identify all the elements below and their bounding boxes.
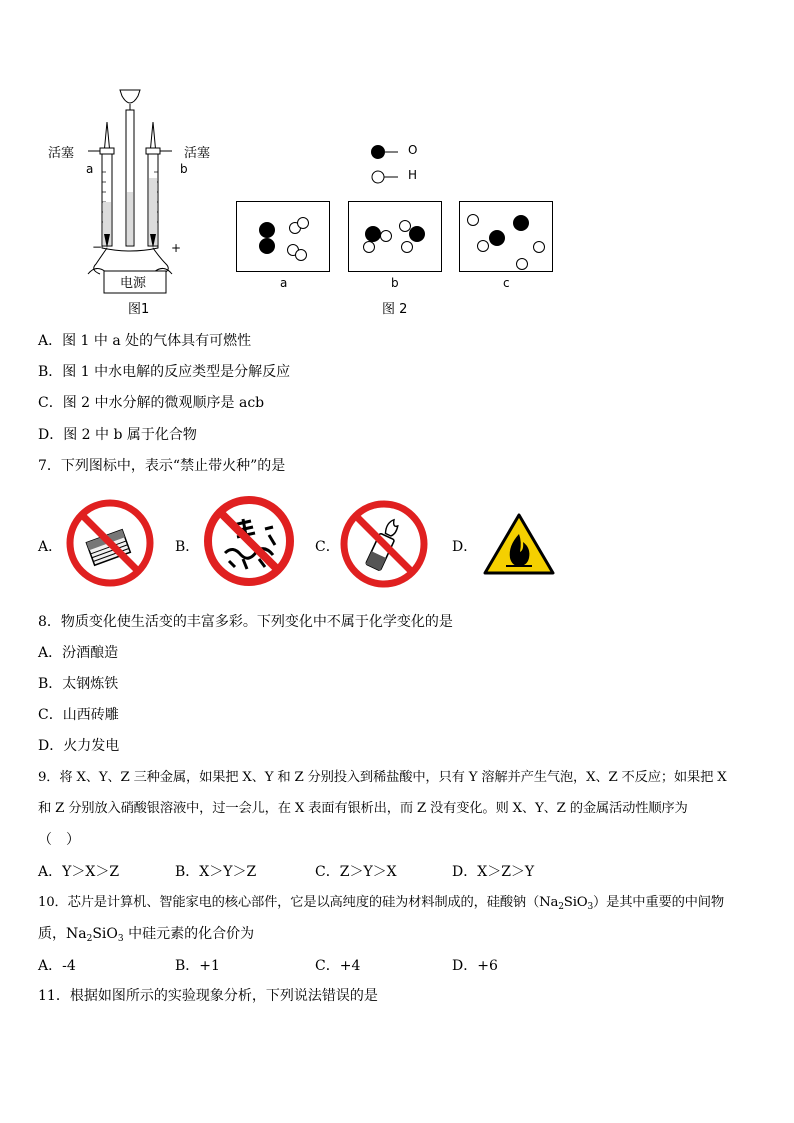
q10-line2-subscript-3: 3: [117, 934, 124, 944]
q8-option-c: C．山西砖雕: [38, 707, 119, 723]
q6-option-b: B．图 1 中水电解的反应类型是分解反应: [38, 364, 291, 380]
q10-line1-text-a: 10．芯片是计算机、智能家电的核心部件，它是以高纯度的硅为材料制成的，硅酸钠（Na: [38, 895, 559, 910]
q9-stem-line-2: 和 Z 分别放入硝酸银溶液中，过一会儿，在 X 表面有银析出，而 Z 没有变化。则 X、Y、Z 的金属活动性顺序为: [38, 801, 688, 816]
q10-option-c: C．+4: [315, 958, 361, 974]
flammable-warning-sign-icon: [482, 512, 556, 576]
water-molecules-diagram: [349, 202, 443, 273]
q10-line2-text-a: 质，Na: [38, 926, 87, 942]
no-matches-sign-icon: [66, 499, 154, 587]
q8-option-a: A．汾酒酿造: [38, 645, 119, 661]
box-c-label: c: [503, 276, 510, 290]
box-b-label: b: [391, 276, 399, 290]
figure-1-caption: 图1: [128, 302, 150, 317]
box-a-label: a: [280, 276, 288, 290]
q10-option-a: A．-4: [38, 958, 76, 974]
q10-line1-subscript-2: 2: [558, 902, 564, 912]
q7-option-a-label: A．: [38, 539, 63, 555]
q10-line2-subscript-2: 2: [86, 934, 93, 944]
positive-terminal-label: +: [171, 241, 182, 255]
legend-oxygen: [370, 143, 430, 161]
tube-b-label: b: [180, 162, 188, 176]
q10-option-b: B．+1: [175, 958, 220, 974]
q10-line1-text-c: ）是其中重要的中间物: [593, 895, 724, 910]
q7-option-a-sign: [66, 499, 154, 591]
q8-option-d: D．火力发电: [38, 738, 120, 754]
q7-option-b-label: B．: [175, 539, 200, 555]
q7-option-c-sign: [340, 500, 428, 592]
molecule-box-a: [236, 201, 330, 272]
q9-option-a: A．Y＞X＞Z: [38, 864, 120, 880]
q6-option-c: C．图 2 中水分解的微观顺序是 acb: [38, 395, 265, 411]
hydrogen-atom-icon: [370, 168, 400, 186]
power-supply-label: 电源: [120, 276, 147, 291]
no-fireworks-sign-icon: [203, 495, 295, 587]
tube-a-label: a: [86, 162, 94, 176]
q9-option-c: C．Z＞Y＞X: [315, 864, 397, 880]
water-molecules-diagram: [460, 202, 554, 273]
q10-line2-text-c: 中硅元素的化合价为: [123, 926, 255, 942]
q7-option-d-sign: [482, 512, 556, 580]
molecule-box-b: [348, 201, 442, 272]
q10-stem-line-2: [38, 924, 254, 949]
q8-stem: 8．物质变化使生活变的丰富多彩。下列变化中不属于化学变化的是: [38, 614, 453, 630]
q10-stem-line-1: [38, 893, 724, 917]
q9-stem-line-1: 9．将 X、Y、Z 三种金属，如果把 X、Y 和 Z 分别投入到稀盐酸中，只有 Y 溶解并产生气泡，X、Z 不反应；如果把 X: [38, 770, 727, 785]
molecule-box-c: [459, 201, 553, 272]
water-molecules-diagram: [237, 202, 331, 273]
q9-stem-line-3: （ ）: [38, 832, 80, 848]
q9-option-b: B．X＞Y＞Z: [175, 864, 257, 880]
legend-hydrogen-label: H: [408, 168, 418, 182]
q10-line1-text-b: SiO: [563, 895, 588, 910]
q10-option-d: D．+6: [452, 958, 498, 974]
q7-option-d-label: D．: [452, 539, 478, 555]
no-lighters-sign-icon: [340, 500, 428, 588]
legend-hydrogen: [370, 168, 430, 186]
q7-stem: 7．下列图标中，表示“禁止带火种”的是: [38, 458, 286, 474]
q9-option-d: D．X＞Z＞Y: [452, 864, 535, 880]
negative-terminal-label: −: [92, 240, 103, 254]
q6-option-a: A．图 1 中 a 处的气体具有可燃性: [38, 333, 252, 349]
legend-oxygen-label: O: [408, 143, 418, 157]
q8-option-b: B．太钢炼铁: [38, 676, 119, 692]
stopcock-right-label: 活塞: [184, 146, 211, 161]
q7-option-b-sign: [203, 495, 295, 591]
figure-2-caption: 图 2: [382, 302, 408, 317]
q10-line2-text-b: SiO: [92, 926, 118, 942]
q6-option-d: D．图 2 中 b 属于化合物: [38, 427, 197, 443]
q7-option-c-label: C．: [315, 539, 340, 555]
oxygen-atom-icon: [370, 143, 400, 161]
q11-stem: 11．根据如图所示的实验现象分析，下列说法错误的是: [38, 988, 378, 1004]
stopcock-left-label: 活塞: [48, 146, 75, 161]
q10-line1-subscript-3: 3: [587, 902, 593, 912]
